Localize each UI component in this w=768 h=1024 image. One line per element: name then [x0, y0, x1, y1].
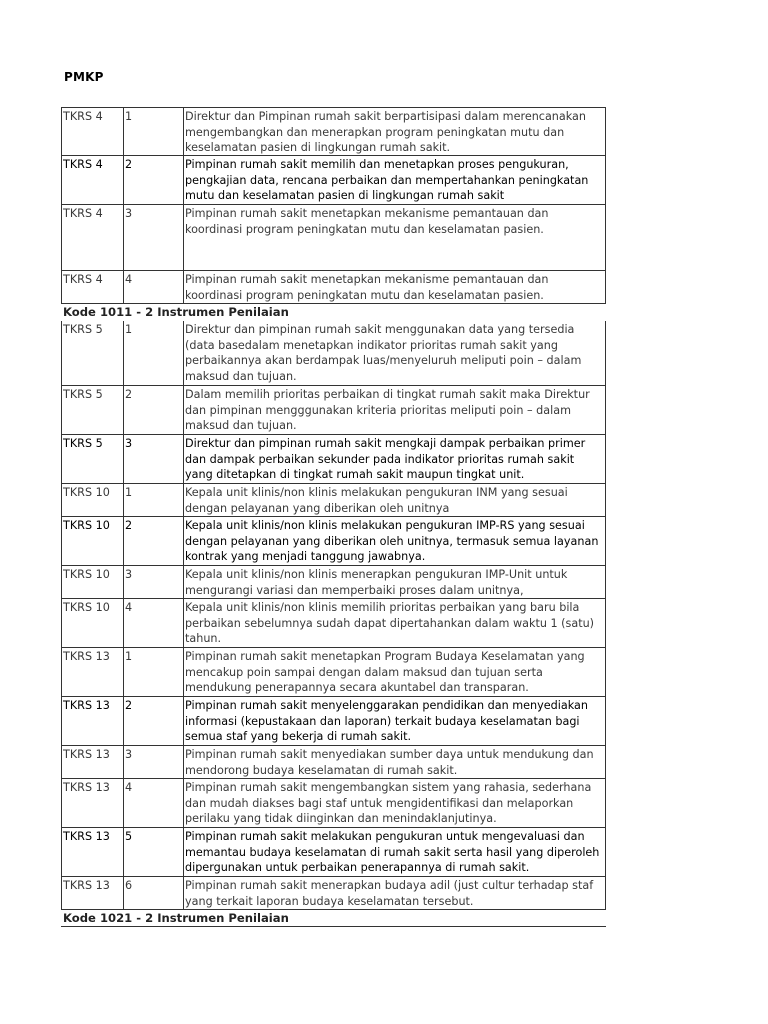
criteria-text-cell: Pimpinan rumah sakit menyediakan sumber daya untuk mendukung dan mendorong budaya keselamatan di rumah sakit.: [185, 748, 594, 777]
item-number-cell: 3: [124, 435, 184, 483]
table-row: [61, 828, 606, 877]
item-number-cell: 3: [124, 205, 184, 270]
criteria-text-cell: Direktur dan pimpinan rumah sakit menggunakan data yang tersedia (data basedalam menetapkan indikator prioritas rumah sakit yang perbaikannya akan berdampak luas/menyeluruh meliputi poin – dalam maksud dan tujuan.: [185, 323, 582, 383]
section-footer-label: Kode 1011 - 2 Instrumen Penilaian: [63, 305, 289, 319]
criteria-text-cell: Direktur dan Pimpinan rumah sakit berpartisipasi dalam merencanakan mengembangkan dan menerapkan program peningkatan mutu dan keselamatan pasien di lingkungan rumah sakit.: [185, 110, 586, 154]
table-row: [61, 321, 606, 386]
item-number-cell: 2: [124, 517, 184, 565]
table-row: [61, 156, 606, 205]
table-row: [61, 435, 606, 484]
criteria-text-cell: Pimpinan rumah sakit menetapkan Program Budaya Keselamatan yang mencakup poin sampai dengan dalam maksud dan tujuan serta mendukung penerapannya secara akuntabel dan transparan.: [185, 650, 585, 694]
table-row: [61, 517, 606, 566]
criteria-text-cell: Kepala unit klinis/non klinis melakukan pengukuran INM yang sesuai dengan pelayanan yang diberikan oleh unitnya: [185, 486, 568, 515]
section-footer-label: Kode 1021 - 2 Instrumen Penilaian: [61, 910, 606, 927]
item-number-cell: 1: [124, 321, 184, 385]
standard-code-cell: TKRS 10: [62, 517, 124, 565]
criteria-text-cell: Kepala unit klinis/non klinis menerapkan pengukuran IMP-Unit untuk mengurangi variasi dan memperbaiki proses dalam unitnya,: [185, 568, 568, 597]
table-row: [61, 648, 606, 697]
table-row: [61, 271, 606, 304]
assessment-table: [61, 107, 606, 927]
criteria-text-cell: Pimpinan rumah sakit melakukan pengukuran untuk mengevaluasi dan memantau budaya keselamatan di rumah sakit serta hasil yang diperoleh dipergunakan untuk perbaikan penerapannya di rumah sakit.: [185, 830, 600, 874]
standard-code-cell: TKRS 13: [62, 697, 124, 745]
table-row: [61, 386, 606, 435]
item-number-cell: 5: [124, 828, 184, 876]
item-number-cell: 6: [124, 877, 184, 909]
standard-code-cell: TKRS 10: [62, 599, 124, 647]
standard-code-cell: TKRS 13: [62, 877, 124, 909]
item-number-cell: 2: [124, 697, 184, 745]
item-number-cell: 1: [124, 484, 184, 516]
standard-code-cell: TKRS 10: [62, 566, 124, 598]
criteria-text-cell: Pimpinan rumah sakit memilih dan menetapkan proses pengukuran, pengkajian data, rencana perbaikan dan mempertahankan peningkatan mutu dan keselamatan pasien di lingkungan rumah sakit: [185, 158, 589, 202]
item-number-cell: 1: [124, 648, 184, 696]
item-number-cell: 4: [124, 599, 184, 647]
criteria-text-cell: Kepala unit klinis/non klinis memilih prioritas perbaikan yang baru bila perbaikan sebelumnya sudah dapat dipertahankan dalam waktu 1 (satu) tahun.: [185, 601, 595, 645]
criteria-text-cell: Pimpinan rumah sakit menyelenggarakan pendidikan dan menyediakan informasi (kepustakaan dan laporan) terkait budaya keselamatan bagi semua staf yang bekerja di rumah sakit.: [185, 699, 588, 743]
table-row: [61, 746, 606, 779]
standard-code-cell: TKRS 10: [62, 484, 124, 516]
item-number-cell: 4: [124, 271, 184, 303]
criteria-text-cell: Pimpinan rumah sakit mengembangkan sistem yang rahasia, sederhana dan mudah diakses bagi staf untuk mengidentifikasi dan melaporkan perilaku yang tidak diinginkan dan menindaklanjutinya.: [185, 781, 592, 825]
standard-code-cell: TKRS 13: [62, 779, 124, 827]
item-number-cell: 2: [124, 156, 184, 204]
standard-code-cell: TKRS 13: [62, 648, 124, 696]
standard-code-cell: TKRS 5: [62, 321, 124, 385]
criteria-text-cell: Dalam memilih prioritas perbaikan di tingkat rumah sakit maka Direktur dan pimpinan mengggunakan kriteria prioritas meliputi poin – dalam maksud dan tujuan.: [185, 388, 590, 432]
criteria-text-cell: Kepala unit klinis/non klinis melakukan pengukuran IMP-RS yang sesuai dengan pelayanan yang diberikan oleh unitnya, termasuk semua layanan kontrak yang menjadi tanggung jawabnya.: [185, 519, 599, 563]
item-number-cell: 4: [124, 779, 184, 827]
table-row: [61, 484, 606, 517]
table-row: [61, 599, 606, 648]
item-number-cell: 2: [124, 386, 184, 434]
criteria-text-cell: Pimpinan rumah sakit menerapkan budaya adil (just cultur terhadap staf yang terkait laporan budaya keselamatan tersebut.: [185, 879, 594, 908]
criteria-text-cell: Pimpinan rumah sakit menetapkan mekanisme pemantauan dan koordinasi program peningkatan mutu dan keselamatan pasien.: [185, 207, 549, 236]
standard-code-cell: TKRS 4: [62, 205, 124, 270]
item-number-cell: 1: [124, 108, 184, 156]
standard-code-cell: TKRS 4: [62, 156, 124, 204]
table-row: [61, 697, 606, 746]
table-row: [61, 566, 606, 599]
standard-code-cell: TKRS 4: [62, 271, 124, 303]
criteria-text-cell: Direktur dan pimpinan rumah sakit mengkaji dampak perbaikan primer dan dampak perbaikan sekunder pada indikator prioritas rumah sakit yang ditetapkan di tingkat rumah sakit maupun tingkat unit.: [185, 437, 586, 481]
standard-code-cell: TKRS 13: [62, 828, 124, 876]
item-number-cell: 3: [124, 566, 184, 598]
table-row: [61, 779, 606, 828]
criteria-text-cell: Pimpinan rumah sakit menetapkan mekanisme pemantauan dan koordinasi program peningkatan mutu dan keselamatan pasien.: [185, 273, 549, 302]
table-row: [61, 205, 606, 271]
standard-code-cell: TKRS 4: [62, 108, 124, 156]
item-number-cell: 3: [124, 746, 184, 778]
document-title: PMKP: [64, 70, 104, 84]
table-row: [61, 107, 606, 156]
table-row: [61, 877, 606, 910]
standard-code-cell: TKRS 13: [62, 746, 124, 778]
standard-code-cell: TKRS 5: [62, 435, 124, 483]
standard-code-cell: TKRS 5: [62, 386, 124, 434]
